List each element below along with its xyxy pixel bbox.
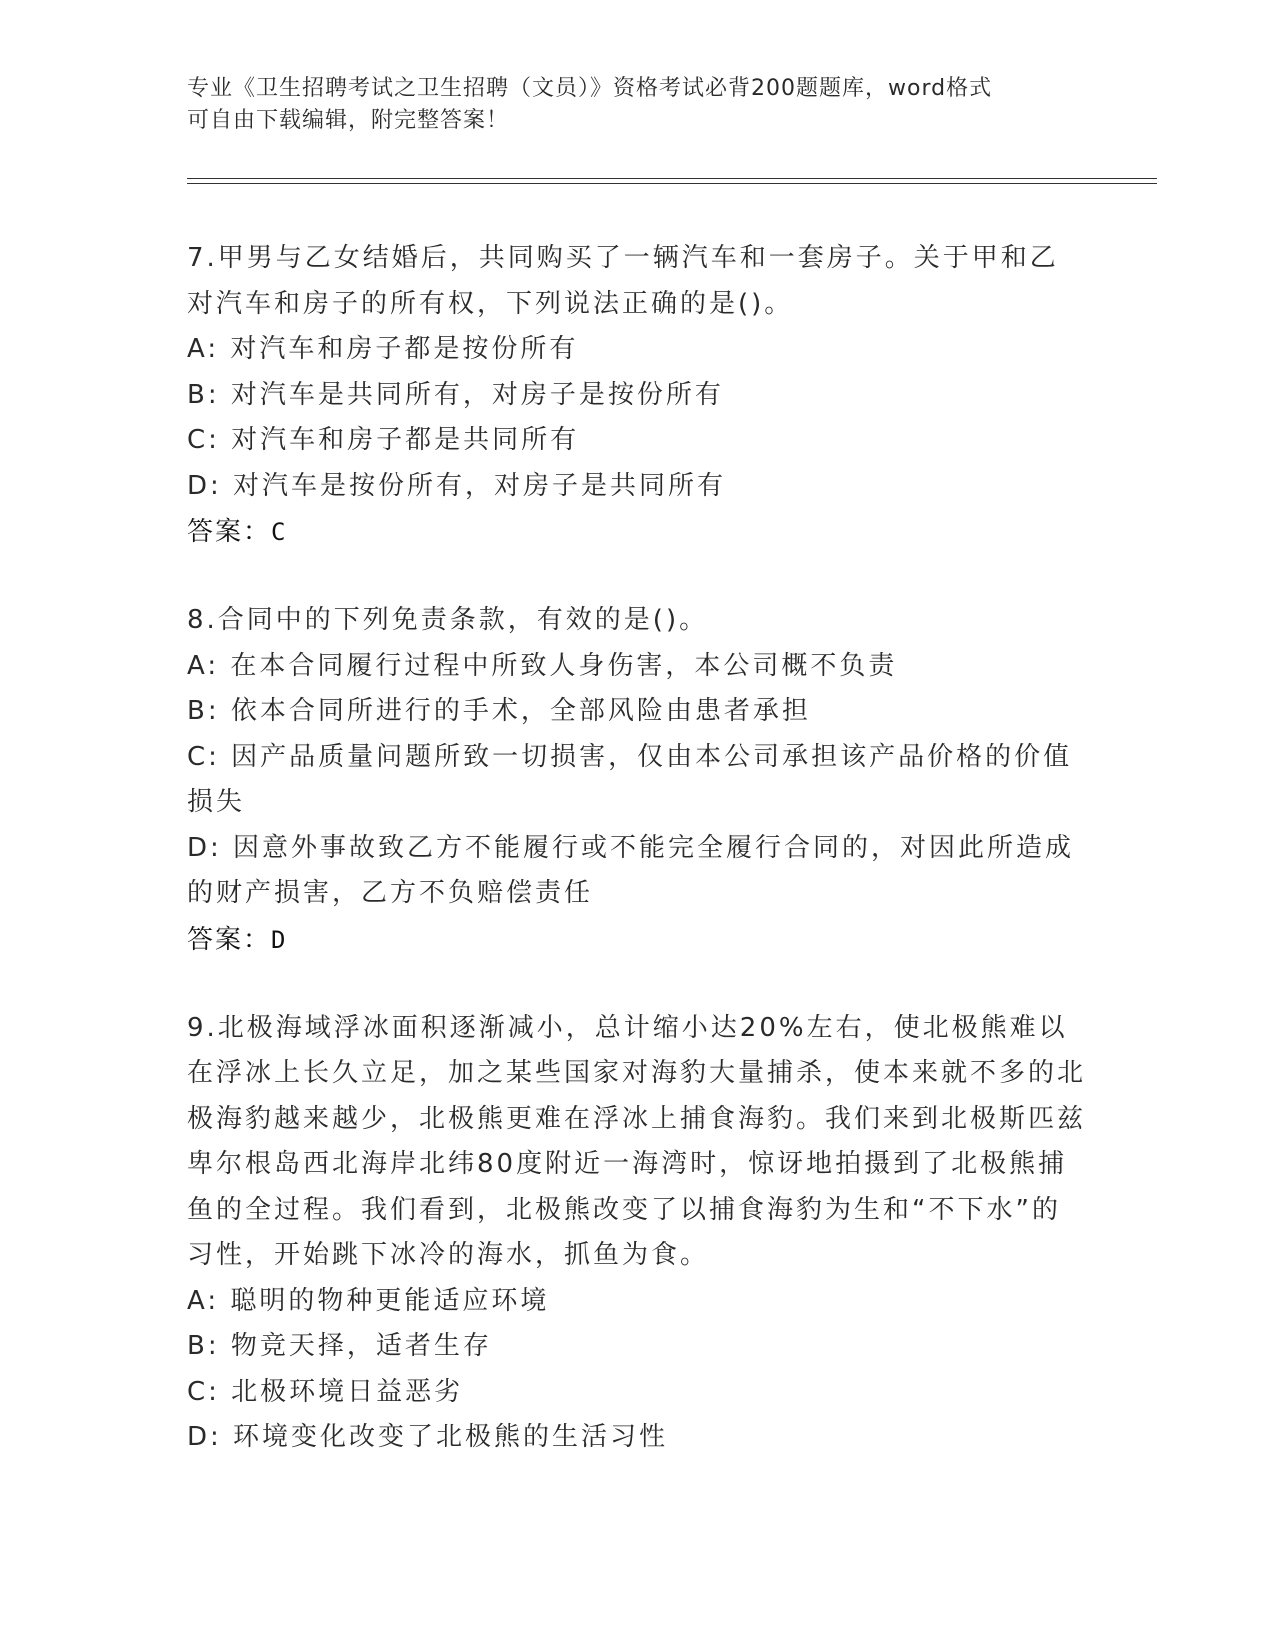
answer-line [187,917,1087,964]
option-b: B: 依本合同所进行的手术，全部风险由患者承担 [187,696,811,726]
option-a: A: 在本合同履行过程中所致人身伤害，本公司概不负责 [187,650,898,681]
header-divider-top [187,178,1157,179]
option-c: C: 对汽车和房子都是共同所有 [187,425,580,455]
option-b: B: 对汽车是共同所有，对房子是按份所有 [187,379,724,410]
question-item [187,1006,1087,1461]
option-a: A: 聪明的物种更能适应环境 [187,1285,550,1316]
option-c: C: 北极环境日益恶劣 [187,1376,464,1407]
question-stem: 9.北极海域浮冰面积逐渐减小，总计缩小达20%左右，使北极熊难以在浮冰上长久立足，加之某些国家对海豹大量捕杀，使本来就不多的北极海豹越来越少，北极熊更难在浮冰上捕食海豹。我们来到北极斯匹兹卑尔根岛西北海岸北纬80度附近一海湾时，惊讶地拍摄到了北极熊捕鱼的全过程。我们看到，北极熊改变了以捕食海豹为生和“不下水”的习性，开始跳下冰冷的海水，抓鱼为食。 [187,1012,1087,1270]
document-header [187,73,1067,137]
header-line-2: 可自由下载编辑，附完整答案！ [187,108,510,133]
answer-line [187,509,1087,556]
answer-label: 答案： [187,924,272,955]
option-d: D: 因意外事故致乙方不能履行或不能完全履行合同的，对因此所造成的财产损害，乙方不负赔偿责任 [187,832,1075,908]
header-divider-bottom [187,183,1157,184]
question-spacer [187,964,1087,1006]
question-item [187,236,1087,556]
question-spacer [187,556,1087,598]
option-d: D: 环境变化改变了北极熊的生活习性 [187,1422,669,1452]
option-a: A: 对汽车和房子都是按份所有 [187,334,579,364]
option-d: D: 对汽车是按份所有，对房子是共同所有 [187,470,727,501]
question-stem: 8.合同中的下列免责条款，有效的是()。 [187,605,709,635]
option-b: B: 物竞天择，适者生存 [187,1331,492,1361]
answer-value: D [271,925,286,954]
question-list [187,236,1087,1461]
answer-label: 答案： [187,517,272,547]
option-c: C: 因产品质量问题所致一切损害，仅由本公司承担该产品价格的价值损失 [187,741,1073,817]
question-item [187,598,1087,964]
question-stem: 7.甲男与乙女结婚后，共同购买了一辆汽车和一套房子。关于甲和乙对汽车和房子的所有权，下列说法正确的是()。 [187,243,1059,319]
answer-value: C [271,518,286,546]
header-line-1: 专业《卫生招聘考试之卫生招聘（文员）》资格考试必背200题题库，word格式 [187,76,993,101]
